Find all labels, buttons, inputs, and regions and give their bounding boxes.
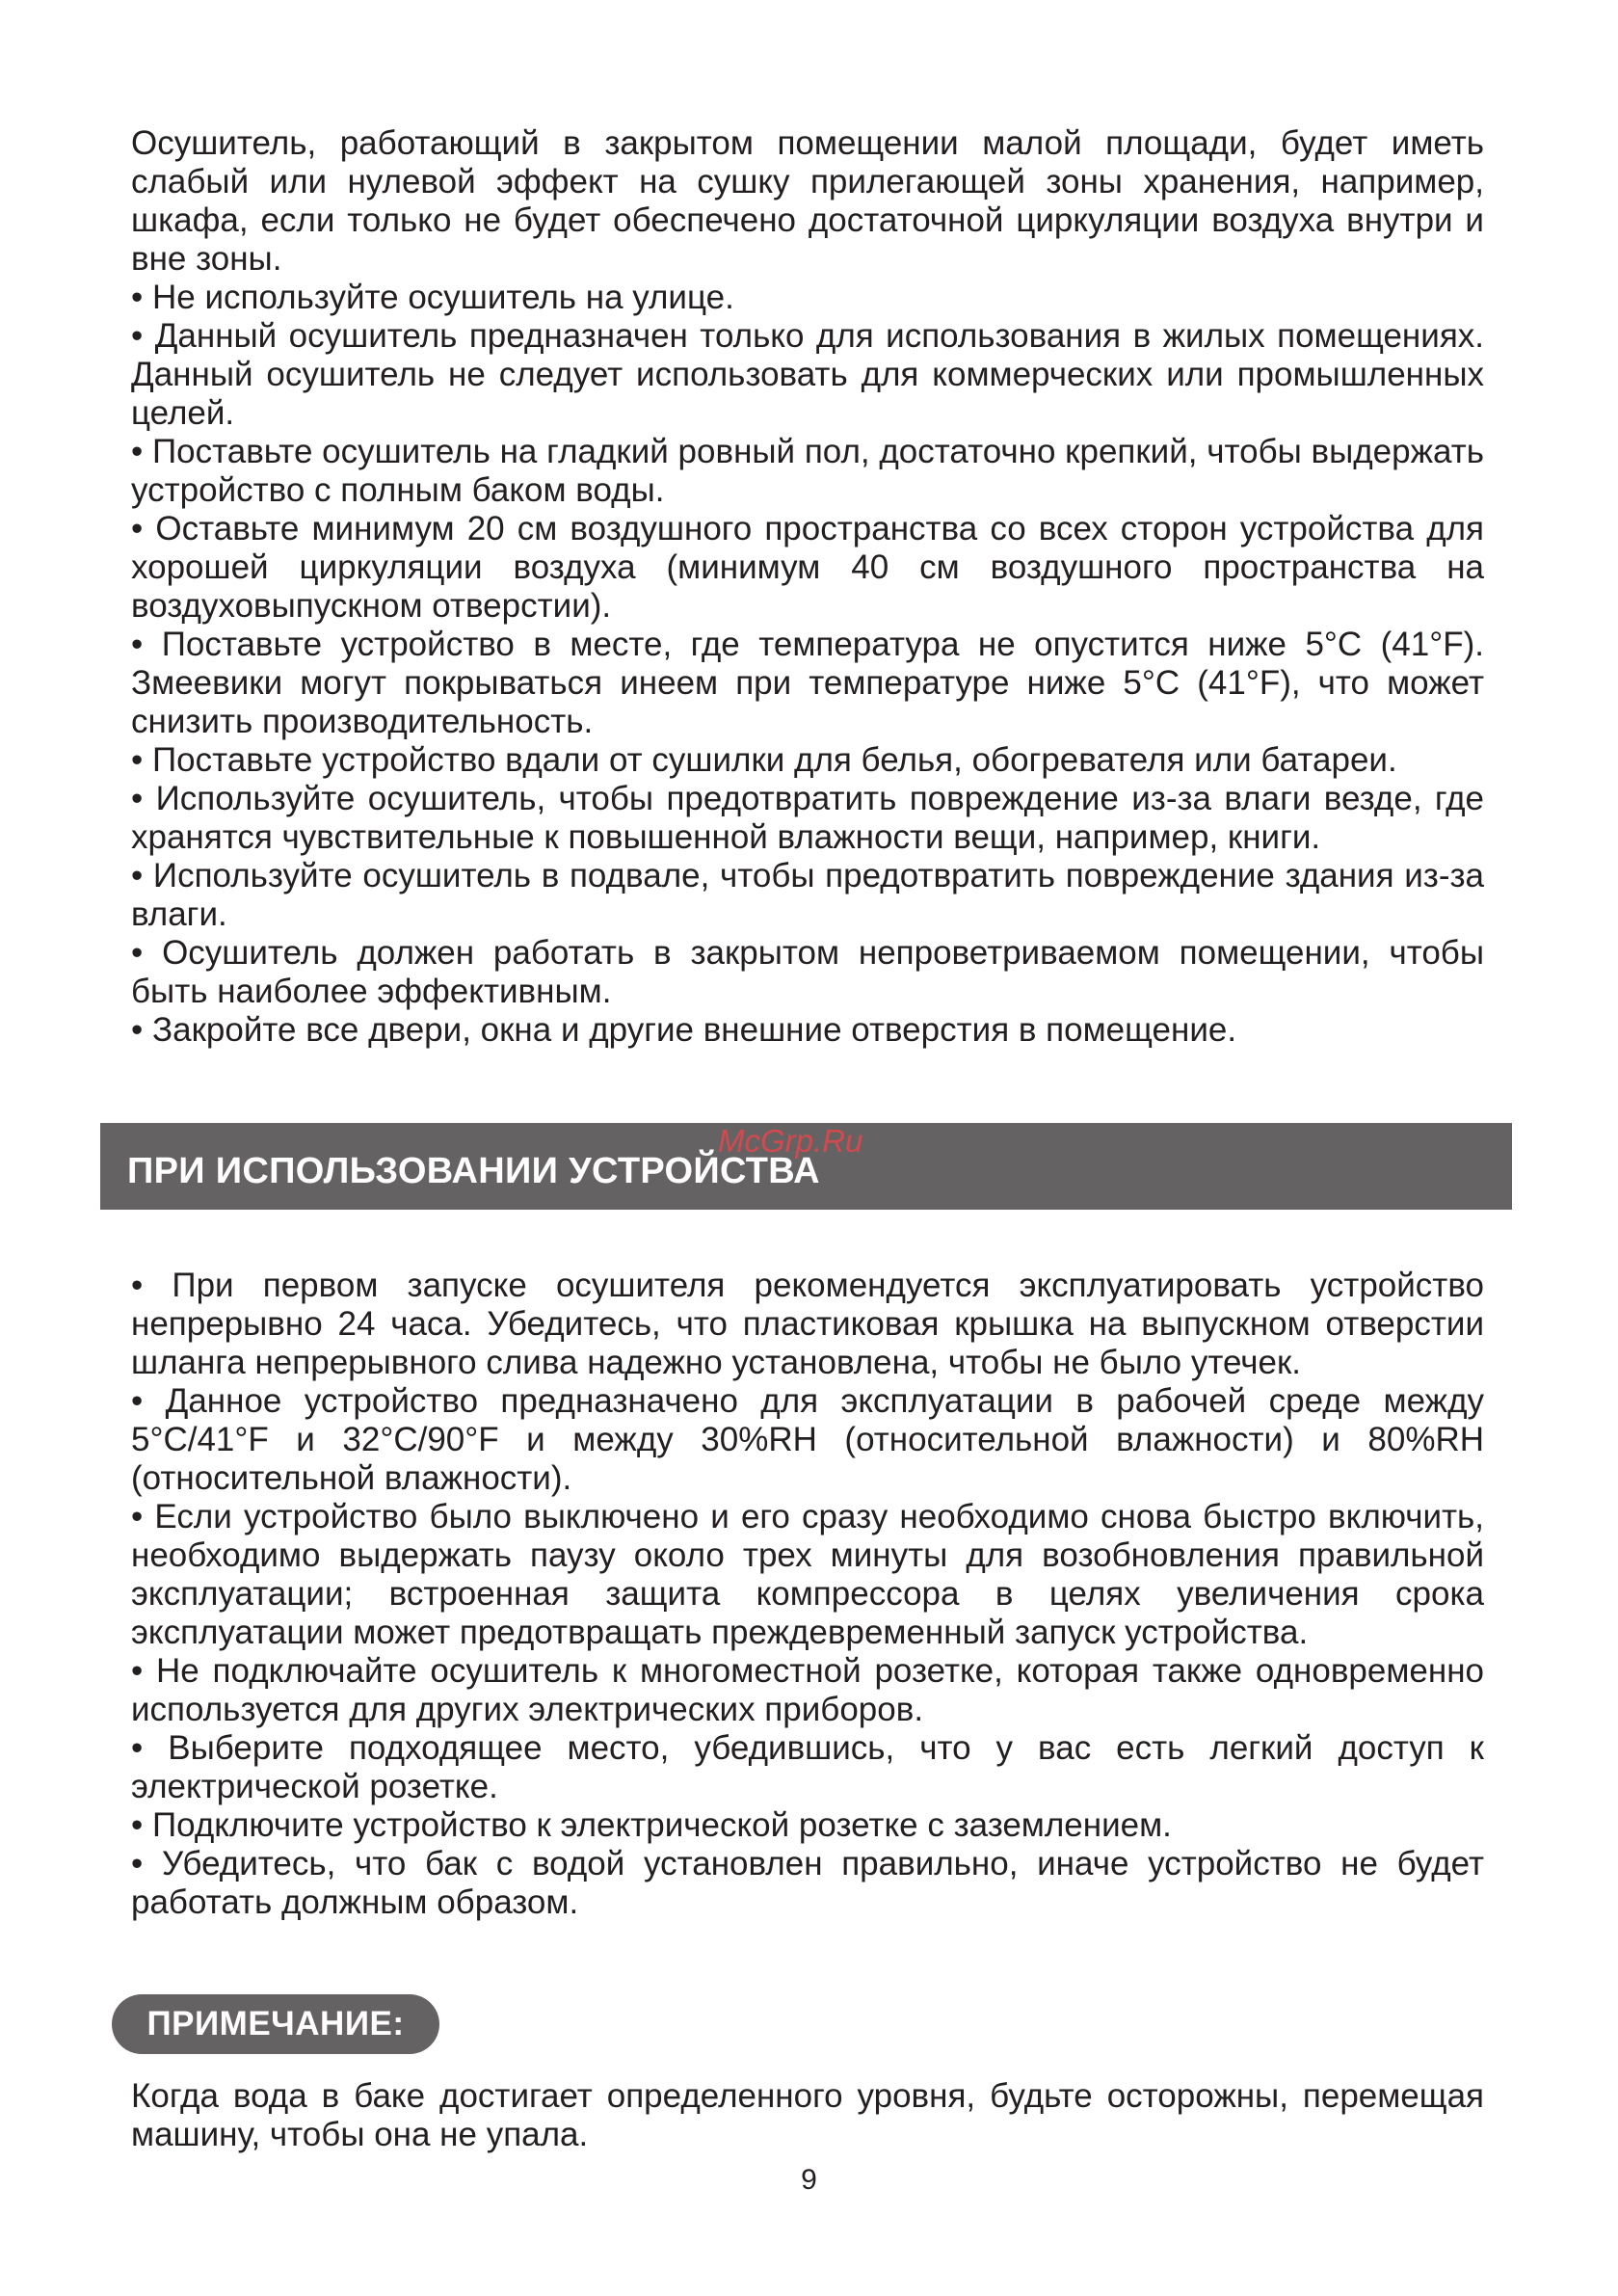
list-item: • Не подключайте осушитель к многоместной розетке, которая также одновременно используется для других электрических приборов. [131, 1652, 1484, 1728]
intro-text-block [131, 124, 1484, 1050]
list-item: • Если устройство было выключено и его сразу необходимо снова быстро включить, необходимо выдержать паузу около трех минуты для возобновления правильной эксплуатации; встроенная защита компрессора в целях увеличения срока эксплуатации может предотвращать преждевременный запуск устройства. [131, 1498, 1484, 1651]
list-item: • При первом запуске осушителя рекомендуется эксплуатировать устройство непрерывно 24 часа. Убедитесь, что пластиковая крышка на выпускном отверстии шланга непрерывного слива надежно установлена, чтобы не было утечек. [131, 1267, 1484, 1381]
note-badge: ПРИМЕЧАНИЕ: [112, 1994, 439, 2054]
list-item: • Поставьте устройство вдали от сушилки для белья, обогревателя или батареи. [131, 741, 1397, 779]
section-title: ПРИ ИСПОЛЬЗОВАНИИ УСТРОЙСТВА [127, 1151, 820, 1191]
page-number: 9 [801, 2164, 817, 2196]
list-item: • Данный осушитель предназначен только для использования в жилых помещениях. Данный осушитель не следует использовать для коммерческих или промышленных целей. [131, 317, 1484, 432]
list-item: • Используйте осушитель в подвале, чтобы предотвратить повреждение здания из-за влаги. [131, 857, 1484, 933]
list-item: • Подключите устройство к электрической розетке с заземлением. [131, 1806, 1172, 1844]
usage-text-block [131, 1267, 1484, 1922]
list-item: • Убедитесь, что бак с водой установлен правильно, иначе устройство не будет работать должным образом. [131, 1845, 1484, 1921]
list-item: • Не используйте осушитель на улице. [131, 279, 734, 316]
list-item: • Поставьте осушитель на гладкий ровный пол, достаточно крепкий, чтобы выдержать устройство с полным баком воды. [131, 433, 1484, 509]
list-item: • Поставьте устройство в месте, где температура не опустится ниже 5°С (41°F). Змеевики могут покрываться инеем при температуре ниже 5°С (41°F), что может снизить производительность. [131, 626, 1484, 740]
list-item: • Данное устройство предназначено для эксплуатации в рабочей среде между 5°C/41°F и 32°C/90°F и между 30%RH (относительной влажности) и 80%RH (относительной влажности). [131, 1382, 1484, 1497]
intro-paragraph: Осушитель, работающий в закрытом помещении малой площади, будет иметь слабый или нулевой эффект на сушку прилегающей зоны хранения, например, шкафа, если только не будет обеспечено достаточной циркуляции воздуха внутри и вне зоны. [131, 124, 1484, 278]
list-item: • Выберите подходящее место, убедившись, что у вас есть легкий доступ к электрической розетке. [131, 1729, 1484, 1805]
note-text-block [131, 2077, 1484, 2154]
note-text: Когда вода в баке достигает определенного уровня, будьте осторожны, перемещая машину, чтобы она не упала. [131, 2077, 1484, 2153]
list-item: • Закройте все двери, окна и другие внешние отверстия в помещение. [131, 1011, 1237, 1049]
list-item: • Осушитель должен работать в закрытом непроветриваемом помещении, чтобы быть наиболее эффективным. [131, 934, 1484, 1010]
list-item: • Используйте осушитель, чтобы предотвратить повреждение из-за влаги везде, где хранятся чувствительные к повышенной влажности вещи, например, книги. [131, 780, 1484, 856]
list-item: • Оставьте минимум 20 см воздушного пространства со всех сторон устройства для хорошей циркуляции воздуха (минимум 40 см воздушного пространства на воздуховыпускном отверстии). [131, 510, 1484, 625]
watermark: McGrp.Ru [718, 1123, 863, 1159]
